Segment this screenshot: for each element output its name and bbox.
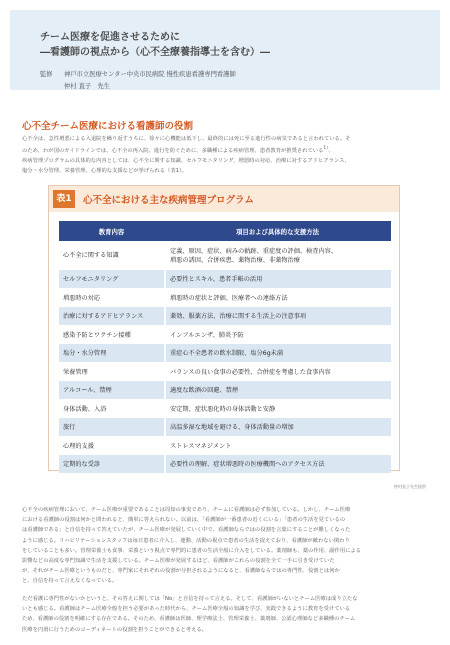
- row-item: 心理的支援: [59, 437, 164, 455]
- table-row: [59, 242, 391, 269]
- program-table: [59, 220, 391, 474]
- row-item: 身体活動、入浴: [59, 400, 164, 418]
- row-detail: 重症心不全患者の飲水制限、塩分6g未満: [164, 344, 391, 362]
- column-header: 項目および具体的な支援方法: [164, 221, 391, 241]
- text-line: が、それがチーム医療というものだと、専門家にそれぞれの役割が分担されるようになると、看護師ならではの専門性、役割とは何か: [22, 568, 340, 575]
- table-row: [59, 400, 391, 418]
- text-line: のため、わが国のガイドラインでは、心不全の再入院、進行を防ぐために、多職種による疾病管理、患者教育が推奨されている$^{1)}$、: [22, 146, 334, 154]
- row-detail: 薬効、服薬方法、治療に関する生活上の注意事項: [164, 307, 391, 325]
- text-line: 心不全の疾病管理において、チーム医療が重要であることは周知の事実であり、チームに看護師は必ず参加している。しかし、チーム医療: [22, 507, 351, 513]
- table-row: [59, 307, 391, 325]
- text-line: 塩分・水分管理、栄養管理、心理的な支援などが挙げられる（表1）。: [22, 168, 187, 175]
- table-card: [48, 185, 400, 471]
- text-line: ように感じる。リハビリテーションスタッフは毎日患者に介入し、運動、活動の視点で患者の生活を捉えており、看護師が敵わない関わり: [22, 537, 350, 544]
- table-row: [59, 437, 391, 455]
- text-line: 影響などの高度な専門知識で生活を支援している。チーム医療が発展するほど、看護師がこれらの役割を全て一手に引き受けていた: [22, 558, 335, 565]
- row-item: 旅行: [59, 418, 164, 436]
- row-detail: 高温多湿な地域を避ける、身体活動量の増加: [164, 418, 391, 436]
- article-title: [40, 30, 270, 60]
- body-paragraph-2: [22, 505, 432, 587]
- table-row: [59, 326, 391, 344]
- row-item: 塩分・水分管理: [59, 344, 164, 362]
- row-detail: 適度な飲酒の回避、禁煙: [164, 381, 391, 399]
- row-item: 感染予防とワクチン接種: [59, 326, 164, 344]
- table-row: [59, 270, 391, 288]
- row-item: セルフモニタリング: [59, 270, 164, 288]
- text-line: 疾病管理プログラムの具体的な内容としては、心不全に関する知識、セルフモニタリング、増悪時の対応、治療に対するアドヒアランス、: [22, 158, 350, 165]
- title-line-2: ―看護師の視点から（心不全療養指導士を含む）―: [40, 47, 270, 58]
- supervisor-label: 監修: [40, 71, 53, 78]
- supervisor-name: 仲村 直子 先生: [64, 83, 111, 90]
- row-item: 増悪時の対応: [59, 289, 164, 307]
- table-row: [59, 418, 391, 436]
- section-title: 心不全チーム医療における看護師の役割: [22, 121, 194, 132]
- text-line: をしていることも多い。管理栄養士も食事、栄養という視点で専門的に患者の生活全般に介入をしている。薬剤師も、薬の作用、副作用による: [22, 547, 362, 554]
- table-row: [59, 381, 391, 399]
- text-line: 医療を円滑に行うためのコーディネートの役割を担うことができると考える。: [22, 626, 207, 633]
- table-title: 心不全における主な疾病管理プログラム: [83, 195, 254, 206]
- intro-paragraph: [22, 134, 432, 177]
- table-number: 表1: [53, 190, 75, 208]
- row-detail: ストレスマネジメント: [164, 437, 391, 455]
- table-row: [59, 455, 391, 473]
- row-item: アルコール、禁煙: [59, 381, 164, 399]
- text-line: いとも感じる。看護師はチーム医療全般を担う必要があった時代から、チーム医療全般の知識を学び、実践できるように教育を受けている: [22, 606, 351, 613]
- text-line: 心不全は、急性増悪による入退院を繰り返すうちに、徐々に心機能は低下し、最終的には死に至る進行性の病気であると言われている。そ: [22, 136, 351, 142]
- row-detail: 安定期、症状悪化時の身体活動と安静: [164, 400, 391, 418]
- table-row: [59, 344, 391, 362]
- column-header: 教育内容: [59, 221, 164, 241]
- table-header: [49, 186, 399, 212]
- row-item: 治療に対するアドヒアランス: [59, 307, 164, 325]
- table-row: [59, 363, 391, 381]
- row-item: 心不全に関する知識: [59, 242, 164, 269]
- row-item: 栄養管理: [59, 363, 164, 381]
- row-detail: 定義、原因、症状、病みの軌跡、重症度の評価、検査内容、 増悪の誘因、合併疾患、薬物治療、非薬物治療: [164, 242, 391, 269]
- table-header-row: [59, 221, 391, 241]
- text-line: ため、看護師の役割を明確にする存在である。そのため、看護師は医師、理学療法士、管理栄養士、薬剤師、公認心理師など多職種のチーム: [22, 616, 356, 623]
- title-line-1: チーム医療を促進させるために: [40, 32, 180, 43]
- supervisor-affiliation: 神戸市立医療センター中央市民病院 慢性疾患看護専門看護師: [64, 71, 236, 78]
- text-line: と、自信を持って言えなくなっている。: [22, 578, 118, 585]
- table-credit: 仲村直子先生提供: [394, 484, 426, 489]
- supervisor-block: [40, 69, 236, 93]
- row-detail: 増悪時の症状と評価、医療者への連絡方法: [164, 289, 391, 307]
- row-detail: 必要性とスキル、患者手帳の活用: [164, 270, 391, 288]
- row-detail: 必要性の理解、症状増悪時の医療機関へのアクセス方法: [164, 455, 391, 473]
- reference-mark: 1）: [323, 146, 329, 152]
- body-paragraph-3: [22, 594, 432, 635]
- row-detail: バランスの良い食事の必要性、合併症を考慮した食事内容: [164, 363, 391, 381]
- header-box: [10, 10, 440, 90]
- row-detail: インフルエンザ、肺炎予防: [164, 326, 391, 344]
- row-item: 定期的な受診: [59, 455, 164, 473]
- text-line: ただ看護に専門性がないかというと、その答えに関しては「No」と自信を持って言える。そして、看護師がいないとチーム医療は成り立たな: [22, 596, 358, 602]
- text-line: における看護師の役割は何かと問われると、簡単に答えられない。以前は、「看護師が一番患者の近くにいる」「患者の生活を見ているの: [22, 517, 346, 524]
- text-line: は看護師である」と自信を持って答えていたが、チーム医療が発展していく中で、看護師ならではの役割を言葉にすることが難しくなった: [22, 527, 351, 534]
- table-row: [59, 289, 391, 307]
